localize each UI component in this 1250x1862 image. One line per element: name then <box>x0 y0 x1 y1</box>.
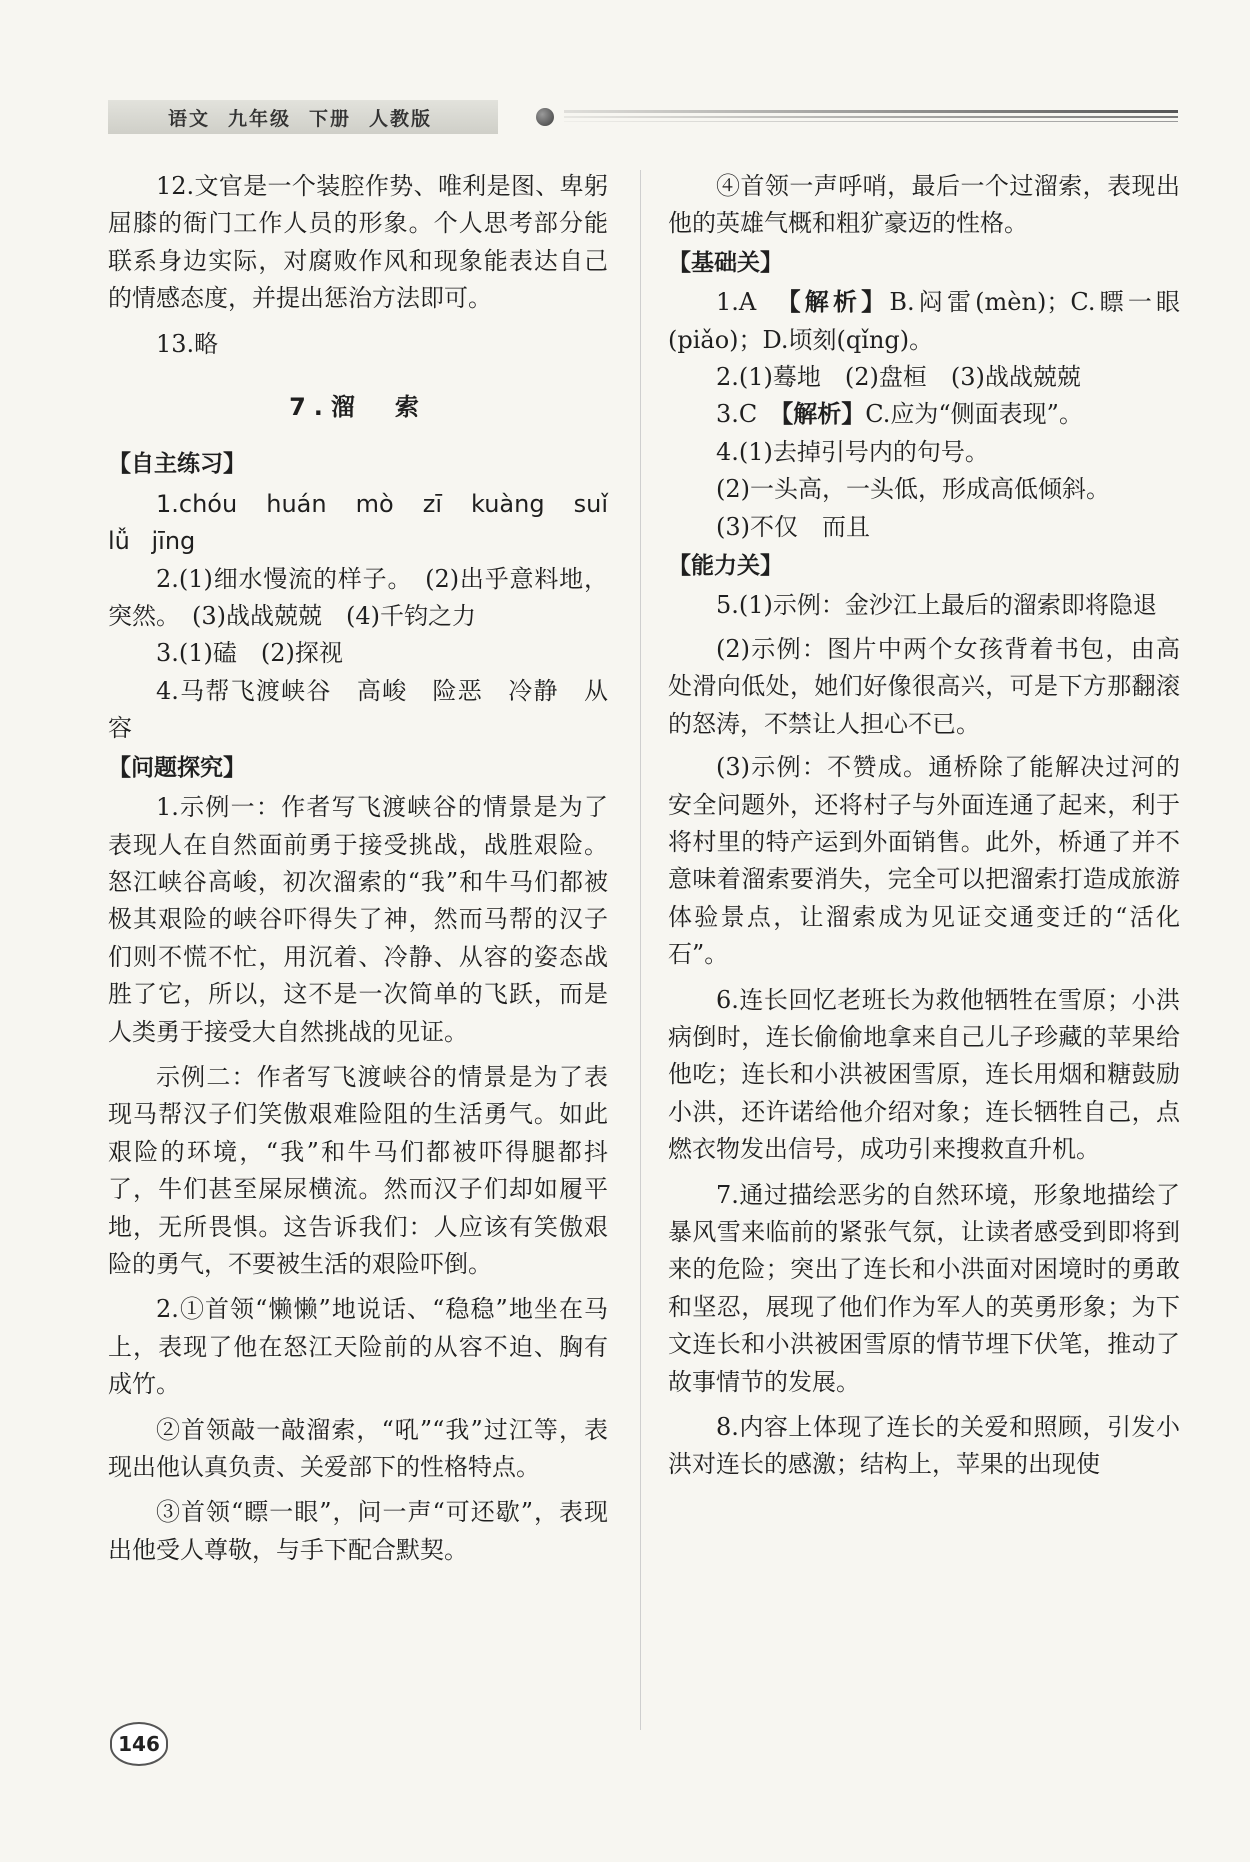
header-dot-icon <box>536 108 554 126</box>
analysis-tag: 【解析】 <box>788 288 890 317</box>
basic-answer-4-2: (2)一头高，一头低，形成高低倾斜。 <box>716 475 1110 504</box>
header-volume: 下册 <box>309 108 352 130</box>
answer-12: 12.文官是一个装腔作势、唯利是图、卑躬屈膝的衙门工作人员的形象。个人思考部分能联系身边实际，对腐败作风和现象能表达自己的情感态度，并提出惩治方法即可。 <box>108 172 608 313</box>
section-self-practice: 【自主练习】 <box>108 451 246 478</box>
basic-answer-1-text: B.闷雷(mèn)；C.瞟一眼(piǎo)；D.顷刻(qǐng)。 <box>668 288 1181 354</box>
self-answer-2: 2.(1)细水慢流的样子。 (2)出乎意料地，突然。 (3)战战兢兢 (4)千钧之力 <box>108 564 608 631</box>
header-subject: 语文 <box>168 108 211 130</box>
self-answer-1: 1.chóu huán mò zī kuàng suǐ lǚ jīng <box>108 489 608 556</box>
running-header <box>108 100 1178 134</box>
basic-answer-3-num: 3.C <box>716 400 758 429</box>
basic-answer-3 <box>668 396 1180 433</box>
column-divider <box>640 170 641 1730</box>
inquiry-answer-2-4: ④首领一声呼哨，最后一个过溜索，表现出他的英雄气概和粗犷豪迈的性格。 <box>668 172 1180 238</box>
basic-answer-1 <box>668 284 1180 359</box>
basic-answer-1-num: 1.A <box>716 288 757 317</box>
ability-answer-8: 8.内容上体现了连长的关爱和照顾，引发小洪对连长的感激；结构上，苹果的出现使 <box>668 1413 1180 1479</box>
basic-answer-4-3: (3)不仅 而且 <box>716 512 870 541</box>
lesson-title: 7.溜 索 <box>289 393 427 422</box>
analysis-tag: 【解析】 <box>781 400 866 429</box>
basic-answer-2: 2.(1)蓦地 (2)盘桓 (3)战战兢兢 <box>716 363 1081 392</box>
ability-answer-5-1: 5.(1)示例：金沙江上最后的溜索即将隐退 <box>716 591 1157 620</box>
inquiry-answer-2-2: ②首领敲一敲溜索，“吼”“我”过江等，表现出他认真负责、关爱部下的性格特点。 <box>108 1415 608 1481</box>
header-text <box>168 104 450 131</box>
basic-answer-4-1: 4.(1)去掉引号内的句号。 <box>716 437 989 466</box>
inquiry-answer-2-3: ③首领“瞟一眼”，问一声“可还歇”，表现出他受人尊敬，与手下配合默契。 <box>108 1498 608 1564</box>
ability-answer-7: 7.通过描绘恶劣的自然环境，形象地描绘了暴风雪来临前的紧张气氛，让读者感受到即将到来的危险；突出了连长和小洪面对困境时的勇敢和坚忍，展现了他们作为军人的英勇形象；为下文连长和小洪被困雪原的情节埋下伏笔，推动了故事情节的发展。 <box>668 1180 1180 1396</box>
section-inquiry: 【问题探究】 <box>108 754 246 781</box>
page-number: 146 <box>110 1722 168 1766</box>
header-grade: 九年级 <box>228 108 292 130</box>
self-answer-3: 3.(1)磕 (2)探视 <box>156 639 343 668</box>
inquiry-answer-1-example-2: 示例二：作者写飞渡峡谷的情景是为了表现马帮汉子们笑傲艰难险阻的生活勇气。如此艰险的环境，“我”和牛马们都被吓得腿都抖了，牛们甚至屎尿横流。然而汉子们却如履平地，无所畏惧。这告诉我们：人应该有笑傲艰险的勇气，不要被生活的艰险吓倒。 <box>108 1062 608 1278</box>
answer-13: 13.略 <box>156 329 219 358</box>
section-basic: 【基础关】 <box>668 249 783 276</box>
basic-answer-3-text: C.应为“侧面表现”。 <box>865 400 1083 429</box>
header-edition: 人教版 <box>369 108 433 130</box>
header-rule <box>564 110 1178 125</box>
inquiry-answer-2-1: 2.①首领“懒懒”地说话、“稳稳”地坐在马上，表现了他在怒江天险前的从容不迫、胸有成竹。 <box>108 1295 608 1399</box>
section-ability: 【能力关】 <box>668 553 783 580</box>
ability-answer-5-3: (3)示例：不赞成。通桥除了能解决过河的安全问题外，还将村子与外面连通了起来，利于将村里的特产运到外面销售。此外，桥通了并不意味着溜索要消失，完全可以把溜索打造成旅游体验景点，让溜索成为见证交通变迁的“活化石”。 <box>668 753 1180 969</box>
left-column <box>108 168 608 1569</box>
ability-answer-5-2: (2)示例：图片中两个女孩背着书包，由高处滑向低处，她们好像很高兴，可是下方那翻滚的怒涛，不禁让人担心不已。 <box>668 634 1180 738</box>
ability-answer-6: 6.连长回忆老班长为救他牺牲在雪原；小洪病倒时，连长偷偷地拿来自己儿子珍藏的苹果给他吃；连长和小洪被困雪原，连长用烟和糖鼓励小洪，还许诺给他介绍对象；连长牺牲自己，点燃衣物发出信号，成功引来搜救直升机。 <box>668 985 1180 1164</box>
right-column <box>668 168 1180 1484</box>
inquiry-answer-1: 1.示例一：作者写飞渡峡谷的情景是为了表现人在自然面前勇于接受挑战，战胜艰险。怒江峡谷高峻，初次溜索的“我”和牛马们都被极其艰险的峡谷吓得失了神，然而马帮的汉子们则不慌不忙，用沉着、冷静、从容的姿态战胜了它，所以，这不是一次简单的飞跃，而是人类勇于接受大自然挑战的见证。 <box>108 793 608 1046</box>
self-answer-4: 4.马帮飞渡峡谷 高峻 险恶 冷静 从容 <box>108 676 608 743</box>
